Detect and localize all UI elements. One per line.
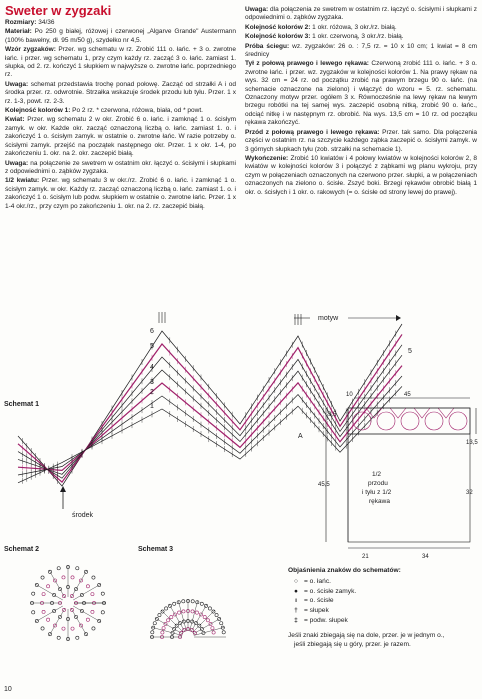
flower-stitch: [41, 627, 44, 630]
flower-stitch: [57, 636, 60, 639]
flower-stitch: [86, 618, 89, 621]
left-column-paragraph: [5, 28, 236, 45]
plan-caption-1: 1/2: [372, 471, 382, 478]
flower-stitch: [161, 631, 164, 634]
flower-stitch: [211, 627, 214, 630]
flower-stitch: [91, 610, 94, 613]
flower-stitch: [158, 613, 161, 616]
row-number-5-left: 5: [150, 343, 154, 350]
legend-row: [288, 606, 478, 616]
flower-stitch: [42, 610, 45, 613]
flower-stitch: [42, 593, 45, 596]
plan-flower-circle: [353, 412, 371, 430]
plan-dim-34: 34: [422, 554, 429, 560]
row-number-2: 2: [150, 389, 154, 396]
legend-text: = o. ścisłe zamyk.: [304, 587, 357, 595]
legend-symbol: †: [294, 607, 298, 615]
row-number-3: 3: [150, 379, 154, 386]
flower-stitch: [206, 619, 209, 622]
flower-stitch: [32, 592, 35, 595]
schemat-3-half-flower-diagram: [138, 557, 238, 647]
motyw-label: motyw: [318, 315, 339, 322]
flower-stitch: [166, 619, 169, 622]
left-column-paragraph: [5, 160, 236, 177]
flower-stitch: [71, 576, 74, 579]
plan-dim-10: 10: [346, 392, 353, 398]
paragraph-heading: 1/2 kwiatu:: [5, 177, 40, 185]
right-column-paragraph: [245, 129, 477, 154]
paragraph-heading: Kolejność kolorów 3:: [245, 33, 311, 41]
paragraph-text: Po 2 rz. * czerwona, różowa, biała, od * powt.: [70, 107, 203, 115]
flower-spoke: [178, 600, 186, 631]
paragraph-text: 34/36: [36, 19, 55, 26]
flower-stitch: [212, 631, 215, 634]
flower-stitch: [91, 593, 94, 596]
paragraph-heading: Kolejność kolorów 2:: [245, 23, 311, 31]
paragraph-heading: Uwaga:: [5, 159, 29, 167]
flower-stitch: [215, 613, 218, 616]
paragraph-heading: Uwaga:: [5, 80, 29, 88]
paragraph-heading: Wzór zygzaków:: [5, 46, 56, 54]
flower-stitch: [101, 611, 104, 614]
garment-plan-diagram: [318, 386, 480, 564]
flower-stitch: [41, 576, 44, 579]
right-column-paragraph: [245, 6, 477, 23]
legend-note-1: Jeśli znaki zbiegają się na dole, przer. je w jednym o.,: [288, 631, 445, 639]
paragraph-text: Przer. wg schematu 2 w okr. Zrobić 6 o. łańc. i zamknąć 1 o. ścisłym zamyk. w okr. Każde okr. zacząć oznaczoną liczbą o. łańc. zamiast 1. o. i zakończyć 1 o. ścisłym zamyk. w ostatnie o. zwrotne łańc. W razie potrzeby o. ścisłymi zamyk. przejść na początek następnego okr. Przer. 1 x okr. 1-4, po zakończeniu 1. okr. na 2. okr. zaczepić białą.: [5, 116, 236, 158]
schemat-2-flower-diagram: [22, 557, 114, 647]
paragraph-text: Czerwoną zrobić 111 o. łańc. + 3 o. zwrotne łańc. i przer. wz. zygzaków w kolejności kolorów 1. Na prawy rękaw na wys. 32 cm = 24 rz. od początku zrobić na prawym brzegu 90 o. łańc. (na schemacie oznaczone na zielono) i włączyć do wzoru = 5. rz. schematu. Oznaczony motyw przer. ogółem 3 x. Równocześnie na lewy rękaw na lewym brzegu robótki na tej samej wys. zaczepić osobną nitką, zrobić 90 o. łańc., odciąć nitkę i w następnym rz. obrobić. Na wys. 13,5 cm = 10 rz. od początku rękawa zakończyć.: [245, 60, 477, 127]
flower-stitch: [32, 611, 35, 614]
flower-stitch: [92, 627, 95, 630]
paragraph-text: na połączenie ze swetrem w ostatnim okr. łączyć o. ścisłymi i słupkami z odpowiednimi o. ząbków zygzaka.: [5, 159, 236, 175]
plan-caption-2: przodu: [368, 480, 388, 487]
legend-text: = słupek: [304, 607, 329, 615]
plan-dim-13-5: 13,5: [466, 440, 478, 446]
paragraph-heading: Wykończenie:: [245, 154, 289, 162]
legend-row: [288, 587, 478, 597]
flower-stitch: [46, 585, 49, 588]
paragraph-text: dla połączenia ze swetrem w ostatnim rz. łączyć o. ścisłymi i słupkami z odpowiednimi o. ząbków zygzaka.: [245, 6, 477, 22]
right-column-paragraph: [245, 155, 477, 197]
flower-stitch: [222, 631, 225, 634]
row-number-6: 6: [150, 328, 154, 335]
right-column-paragraph: [245, 43, 477, 60]
right-column-paragraph: [245, 24, 477, 32]
left-column-paragraph: [5, 19, 236, 27]
flower-stitch: [191, 610, 194, 613]
flower-stitch: [170, 615, 173, 618]
flower-spoke: [151, 627, 182, 635]
srodek-label: środek: [72, 512, 94, 519]
schemat-1-label: Schemat 1: [4, 401, 40, 408]
flower-stitch: [76, 567, 79, 570]
flower-stitch: [208, 607, 211, 610]
left-column-paragraph: [5, 107, 236, 115]
legend-symbol: ○: [294, 578, 298, 586]
page-number: 10: [4, 686, 12, 693]
legend-symbol: ı: [295, 597, 297, 605]
flower-stitch: [220, 622, 223, 625]
right-column-paragraph: [245, 60, 477, 127]
plan-zigzag-tooth: [414, 408, 430, 418]
plan-caption-4: rękawa: [369, 498, 390, 505]
plan-dim-45-top: 45: [404, 392, 411, 398]
left-column-paragraph: [5, 177, 236, 211]
page-title: Sweter w zygzaki: [5, 3, 112, 18]
paragraph-text: Po 250 g białej, różowej i czerwonej „Algarve Grande" Austermann (100% bawełny, dł. 95 m/50 g), szydełko nr 4,5.: [5, 28, 236, 44]
paragraph-heading: Tył z połową prawego i lewego rękawa:: [245, 60, 369, 68]
plan-dim-32: 32: [466, 490, 473, 496]
left-column-paragraph: [5, 116, 236, 158]
plan-zigzag-tooth: [366, 408, 382, 418]
legend-row: [288, 596, 478, 606]
flower-stitch: [151, 631, 154, 634]
paragraph-heading: Materiał:: [5, 28, 32, 36]
paragraph-text: Przer. wg schematu 3 w okr./rz. Zrobić 6 o. łańc. i zamknąć 1 o. ścisłym zamyk. w okr. Każdy rz. zacząć oznaczoną liczbą o. łańc. zamiast 1. o. i zakończyć 1 o. ścisłym lub podw. słupkiem w ostatnie o. zwrotne łańc. Przer. 1 x 1-4 okr./rz., przy czym po zakończeniu 1. okr. na 2. rz. zaczepić białą.: [5, 177, 236, 210]
paragraph-heading: Rozmiary:: [5, 19, 37, 26]
row-number-5-right: 5: [408, 348, 412, 355]
flower-stitch: [203, 615, 206, 618]
flower-stitch: [62, 576, 65, 579]
instructions-right-column: [245, 6, 477, 198]
paragraph-text: 1 okr. różowa, 3 okr./rz. białą.: [310, 23, 397, 31]
flower-stitch: [62, 627, 65, 630]
legend-note-2: jeśli zbiegają się u góry, przer. je razem.: [294, 640, 411, 648]
flower-stitch: [46, 618, 49, 621]
flower-stitch: [191, 600, 194, 603]
plan-dim-9-5: 9,5: [328, 412, 337, 418]
paragraph-text: Przer. wg schematu w rz. Zrobić 111 o. łańc. + 3 o. zwrotne łańc. i przer. wg schematu 1, przy czym każdy rz. zacząć 3 o. łańc. zamiast 1. słupka, od 2. rz. kończyć 1 słupkiem w najwyższe o. zwrotne łańc. poprzedniego rz.: [5, 46, 236, 79]
plan-flower-circle: [449, 412, 467, 430]
plan-flower-circle: [377, 412, 395, 430]
schemat-3-label: Schemat 3: [138, 546, 174, 553]
paragraph-heading: Uwaga:: [245, 6, 269, 13]
row-number-1: 1: [150, 403, 154, 410]
legend-text: = o. łańc.: [304, 578, 331, 586]
flower-spoke: [194, 627, 225, 635]
flower-stitch: [200, 602, 203, 605]
legend-row: [288, 615, 478, 625]
paragraph-heading: Próba ściegu:: [245, 42, 290, 50]
flower-stitch: [71, 627, 74, 630]
flower-stitch: [57, 567, 60, 570]
legend-title: Objaśnienia znaków do schematów:: [288, 567, 401, 574]
flower-stitch: [182, 610, 185, 613]
flower-stitch: [195, 611, 198, 614]
paragraph-heading: Kolejność kolorów 1:: [5, 107, 71, 115]
paragraph-text: 1 okr. czerwoną, 3 okr./rz. białą.: [310, 33, 404, 41]
paragraph-text: Zrobić 10 kwiatów i 4 połowy kwiatów w kolejności kolorów 2, 8 kwiatów w kolejności kolorów 3 i połączyć z ząbkami wg planu wykroju, przy czym w połączeniach oznaczonych na czerwono przer. słupki, a w połączeniach oznaczonych na zielono o. ścisłe. Zszyć boki. Brzegi rękawów obrobić białą 1 okr. o. ścisłych i 1 okr. o. rakowych (= o. ścisłe od strony lewej do prawej).: [245, 154, 477, 196]
flower-stitch: [182, 600, 185, 603]
row-number-4: 4: [150, 364, 154, 371]
legend-row: [288, 577, 478, 587]
legend-symbol: ●: [294, 587, 298, 595]
flower-spoke: [190, 600, 198, 631]
arrow-a-label: A: [298, 433, 303, 440]
plan-flower-circle: [425, 412, 443, 430]
plan-dim-45-5: 45,5: [318, 482, 330, 488]
plan-caption-3: i tyłu z 1/2: [362, 489, 392, 496]
flower-stitch: [164, 607, 167, 610]
flower-stitch: [162, 627, 165, 630]
flower-stitch: [173, 602, 176, 605]
paragraph-text: wz. zygzaków: 26 o. : 7,5 rz. = 10 x 10 cm; 1 kwiat = 8 cm średnicy: [245, 42, 478, 59]
schemat-2-label: Schemat 2: [4, 546, 40, 553]
flower-stitch: [101, 592, 104, 595]
plan-zigzag-tooth: [438, 408, 454, 418]
flower-stitch: [86, 585, 89, 588]
flower-stitch: [76, 636, 79, 639]
right-column-paragraph: [245, 33, 477, 41]
flower-stitch: [178, 611, 181, 614]
plan-flower-circle: [401, 412, 419, 430]
legend-text: = o. ścisłe: [304, 597, 334, 605]
legend-symbol: ‡: [294, 616, 298, 624]
plan-zigzag-tooth: [390, 408, 406, 418]
legend-text: = podw. słupek: [304, 616, 348, 624]
paragraph-text: Przer. tak samo. Dla połączenia części w ostatnim rz. na szczycie każdego ząbka zaczepić o. ścisłymi zamyk. w 3 górnych słupkach tyłu (zob. strzałki na schemacie 1).: [245, 128, 477, 153]
plan-dim-21: 21: [362, 554, 369, 560]
left-column-paragraph: [5, 81, 236, 106]
flower-stitch: [92, 576, 95, 579]
instructions-left-column: [5, 19, 236, 212]
symbol-legend: [288, 566, 478, 649]
paragraph-text: schemat przedstawia trochę ponad połowę. Zacząć od strzałki A i od środka przer. rz. odwrotnie. Strzałka wskazuje środek przodu lub tyłu. Przer. 1 x rz. 1-3, powt. rz. 2-3.: [5, 80, 236, 105]
paragraph-heading: Przód z połową prawego i lewego rękawa:: [245, 128, 380, 136]
paragraph-heading: Kwiat:: [5, 116, 25, 124]
left-column-paragraph: [5, 46, 236, 80]
flower-stitch: [153, 622, 156, 625]
